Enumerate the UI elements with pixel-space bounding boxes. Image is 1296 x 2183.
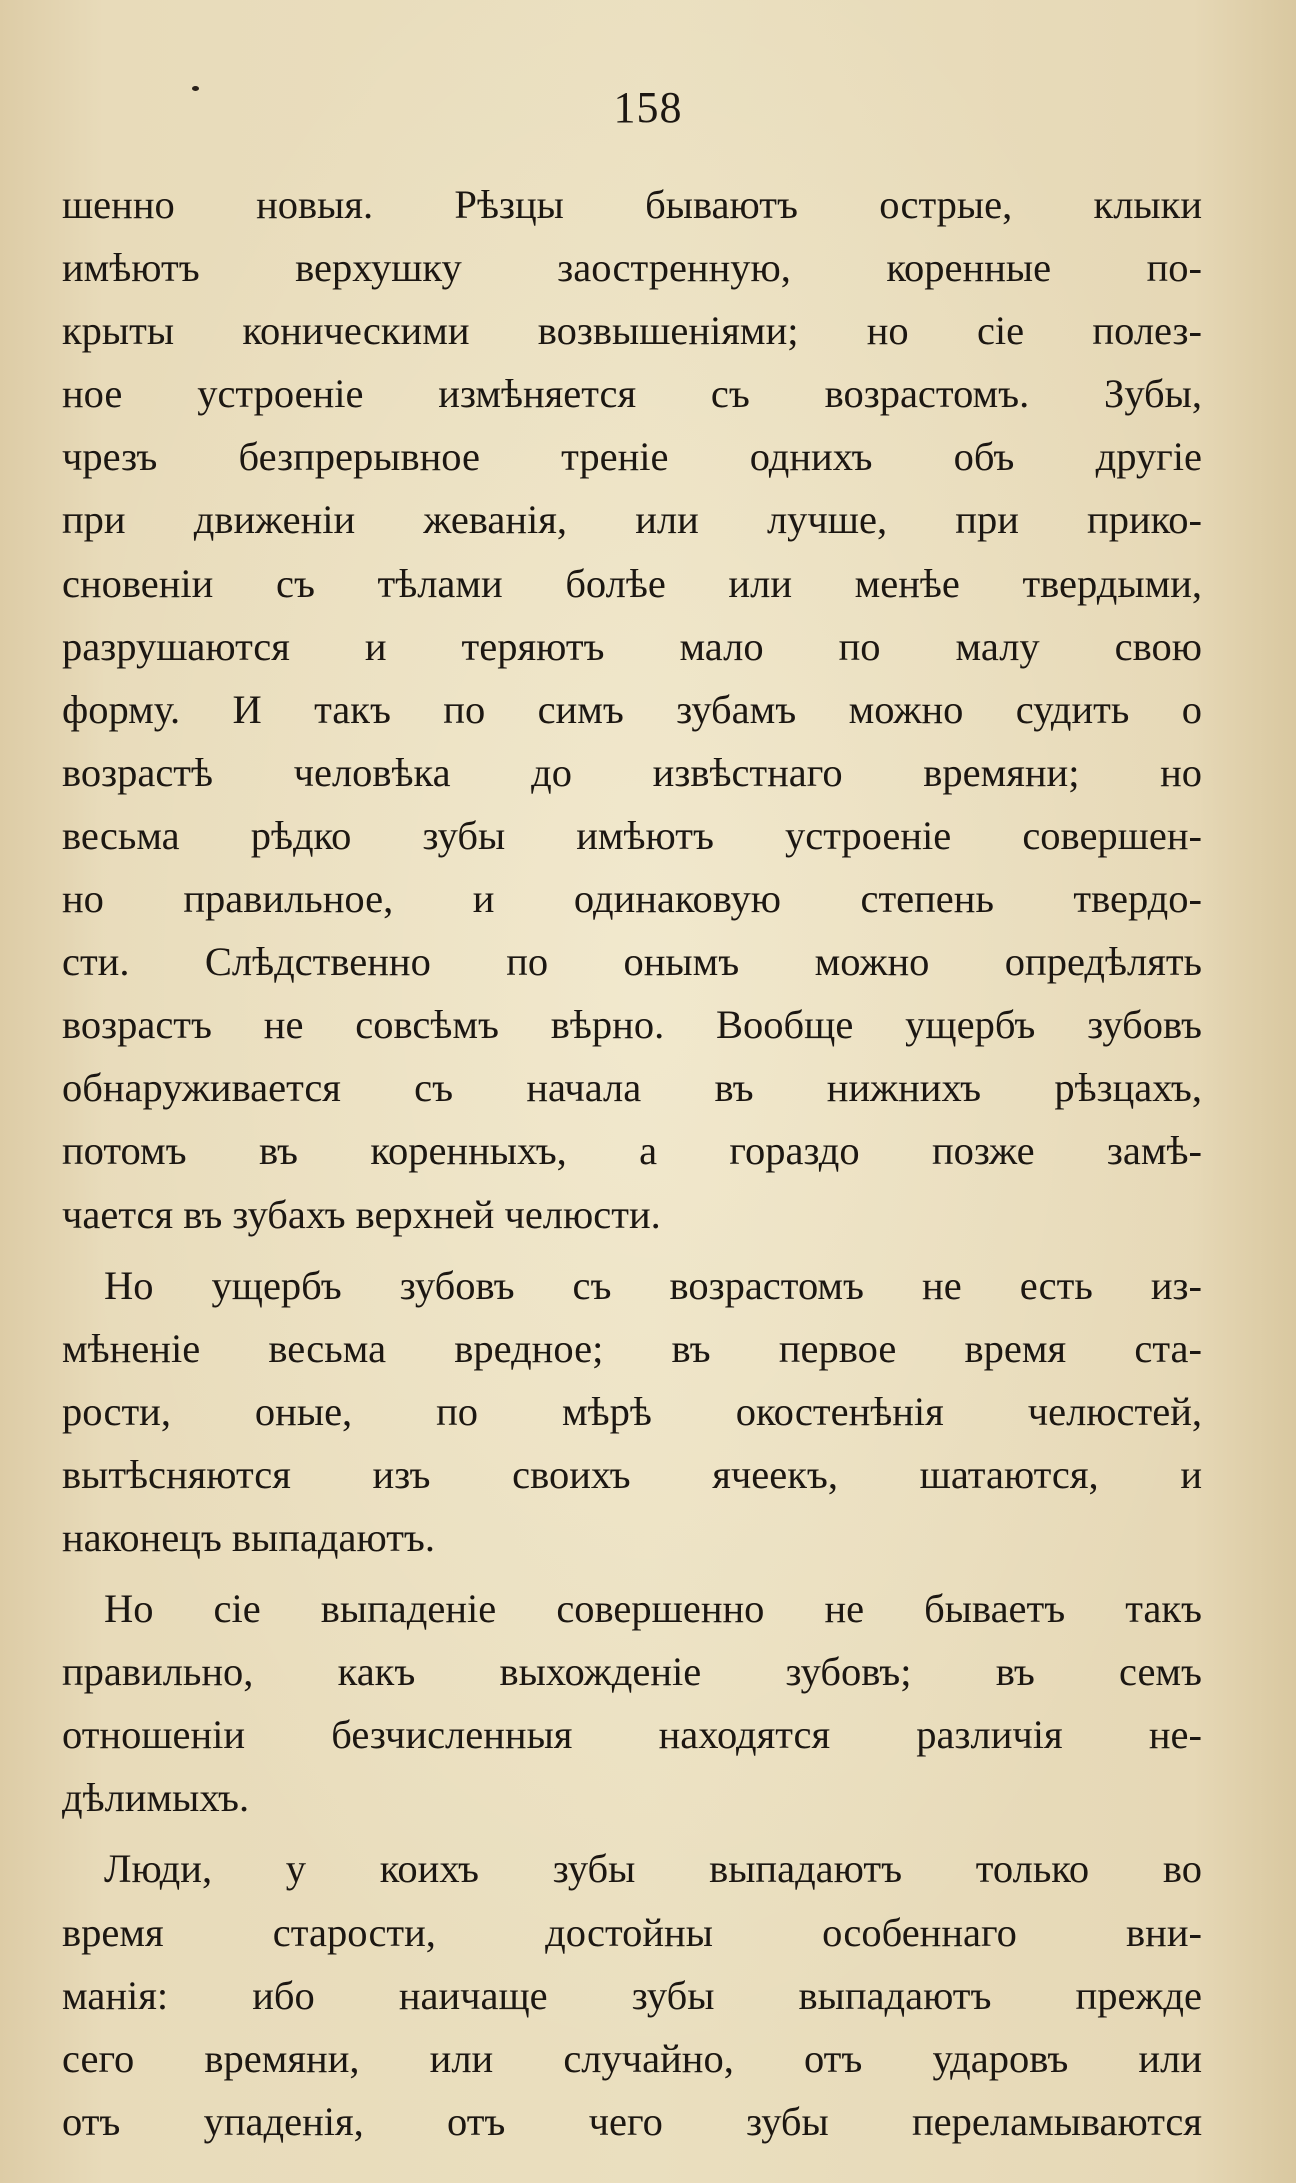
text-line: наконецъ выпадаютъ. (62, 1514, 435, 1560)
text-line: вытѣсняются изъ своихъ ячеекъ, шатаются, и (62, 1451, 1202, 1497)
text-line: сего времяни, или случайно, отъ ударовъ или (62, 2035, 1202, 2081)
text-line: чрезъ безпрерывное треніе однихъ объ другіе (62, 434, 1202, 480)
paragraph (62, 1577, 1202, 1829)
page-number: 158 (613, 83, 683, 132)
text-line: Но ущербъ зубовъ съ возрастомъ не есть из- (104, 1262, 1202, 1308)
text-line: правильно, какъ выхожденіе зубовъ; въ семъ (62, 1649, 1202, 1695)
paragraph-gap (62, 1246, 1202, 1254)
text-line: Люди, у коихъ зубы выпадаютъ только во (104, 1846, 1202, 1892)
text-line: отъ упаденія, отъ чего зубы переламываются (62, 2098, 1202, 2144)
text-line: ное устроеніе измѣняется съ возрастомъ. Зубы, (62, 371, 1202, 417)
text-line: манія: ибо наичаще зубы выпадаютъ прежде (62, 1972, 1202, 2018)
text-line: форму. И такъ по симъ зубамъ можно судить о (62, 686, 1202, 732)
text-line: крыты коническими возвышеніями; но сіе полез- (62, 308, 1202, 354)
text-line: разрушаются и теряютъ мало по малу свою (62, 623, 1202, 669)
text-line: Но сіе выпаденіе совершенно не бываетъ такъ (104, 1586, 1202, 1632)
paragraph-gap (62, 1569, 1202, 1577)
text-line: рости, оные, по мѣрѣ окостенѣнія челюстей, (62, 1388, 1202, 1434)
text-line: мѣненіе весьма вредное; въ первое время ста- (62, 1325, 1202, 1371)
text-line: чается въ зубахъ верхней челюсти. (62, 1191, 661, 1237)
text-line: сновеніи съ тѣлами болѣе или менѣе твердыми, (62, 560, 1202, 606)
paragraph (62, 1837, 1202, 2152)
text-line: обнаруживается съ начала въ нижнихъ рѣзцахъ, (62, 1065, 1202, 1111)
text-line: но правильное, и одинаковую степень твердо- (62, 876, 1202, 922)
text-line: сти. Слѣдственно по онымъ можно опредѣлять (62, 939, 1202, 985)
text-line: потомъ въ коренныхъ, а гораздо позже замѣ- (62, 1128, 1202, 1174)
text-line: при движеніи жеванія, или лучше, при прико- (62, 497, 1202, 543)
text-line: возрастъ не совсѣмъ вѣрно. Вообще ущербъ зубовъ (62, 1002, 1202, 1048)
text-line: время старости, достойны особеннаго вни- (62, 1909, 1202, 1955)
body-text (62, 173, 1202, 2153)
text-line: имѣютъ верхушку заостренную, коренные по- (62, 245, 1202, 291)
text-line: весьма рѣдко зубы имѣютъ устроеніе совершен- (62, 812, 1202, 858)
paragraph (62, 173, 1202, 1246)
text-line: дѣлимыхъ. (62, 1775, 250, 1821)
text-line: отношеніи безчисленныя находятся различія не- (62, 1712, 1202, 1758)
paragraph-gap (62, 1829, 1202, 1837)
text-line: шенно новыя. Рѣзцы бываютъ острые, клыки (62, 182, 1202, 227)
paragraph (62, 1254, 1202, 1569)
text-line: возрастѣ человѣка до извѣстнаго времяни; но (62, 749, 1202, 795)
